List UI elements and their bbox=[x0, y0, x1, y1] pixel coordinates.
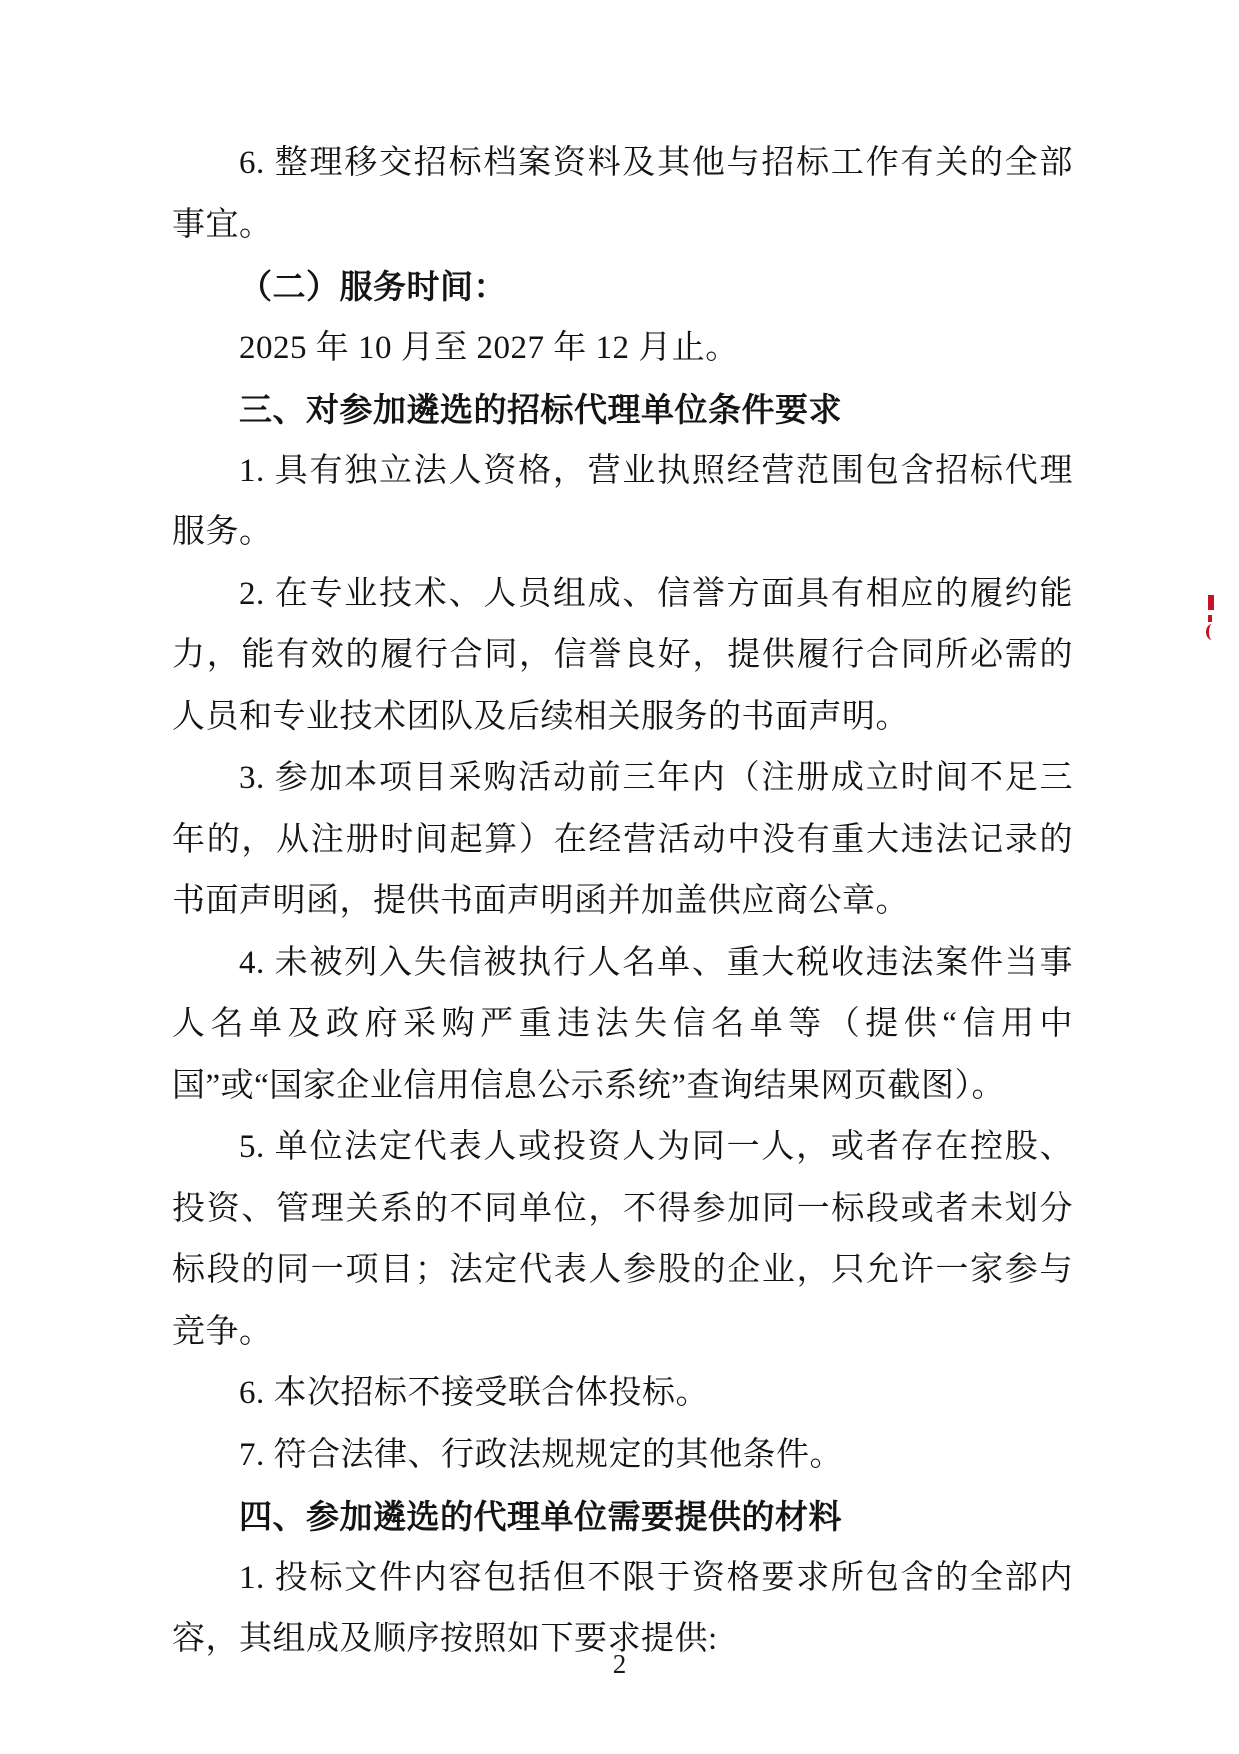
paragraph-condition-6: 6. 本次招标不接受联合体投标。 bbox=[239, 1375, 709, 1411]
paragraph-condition-5: 5. 单位法定代表人或投资人为同一人，或者存在控股、投资、管理关系的不同单位，不得参加同一标段或者未划分标段的同一项目；法定代表人参股的企业，只允许一家参与竞争。 bbox=[172, 1129, 1073, 1350]
paragraph-condition-7: 7. 符合法律、行政法规规定的其他条件。 bbox=[239, 1436, 843, 1473]
paragraph-condition-4: 4. 未被列入失信被执行人名单、重大税收违法案件当事人名单及政府采购严重违法失信名单等（提供“信用中国”或“国家企业信用信息公示系统”查询结果网页截图）。 bbox=[172, 944, 1073, 1104]
paragraph-material-1: 1. 投标文件内容包括但不限于资格要求所包含的全部内容，其组成及顺序按照如下要求提供: bbox=[172, 1559, 1073, 1657]
paragraph-service-period: 2025 年 10 月至 2027 年 12 月止。 bbox=[239, 329, 739, 366]
seal-fragment-bar-icon bbox=[1208, 595, 1214, 610]
paragraph-condition-1: 1. 具有独立法人资格，营业执照经营范围包含招标代理服务。 bbox=[172, 452, 1073, 550]
seal-fragment-curve-icon bbox=[1206, 624, 1218, 640]
seal-fragment-dot-icon bbox=[1208, 615, 1212, 622]
heading-section-4-required-materials: 四、参加遴选的代理单位需要提供的材料 bbox=[239, 1498, 842, 1535]
heading-service-time: （二）服务时间： bbox=[239, 268, 507, 305]
paragraph-archive-handover: 6. 整理移交招标档案资料及其他与招标工作有关的全部事宜。 bbox=[172, 145, 1073, 243]
page-number: 2 bbox=[612, 1649, 627, 1679]
paragraph-condition-3: 3. 参加本项目采购活动前三年内（注册成立时间不足三年的，从注册时间起算）在经营活动中没有重大违法记录的书面声明函，提供书面声明函并加盖供应商公章。 bbox=[172, 760, 1073, 919]
paragraph-condition-2: 2. 在专业技术、人员组成、信誉方面具有相应的履约能力，能有效的履行合同，信誉良好，提供履行合同所必需的人员和专业技术团队及后续相关服务的书面声明。 bbox=[172, 575, 1073, 735]
red-seal-fragment bbox=[1205, 595, 1221, 643]
heading-section-3-agency-conditions: 三、对参加遴选的招标代理单位条件要求 bbox=[239, 391, 842, 428]
document-body bbox=[172, 133, 1073, 1671]
